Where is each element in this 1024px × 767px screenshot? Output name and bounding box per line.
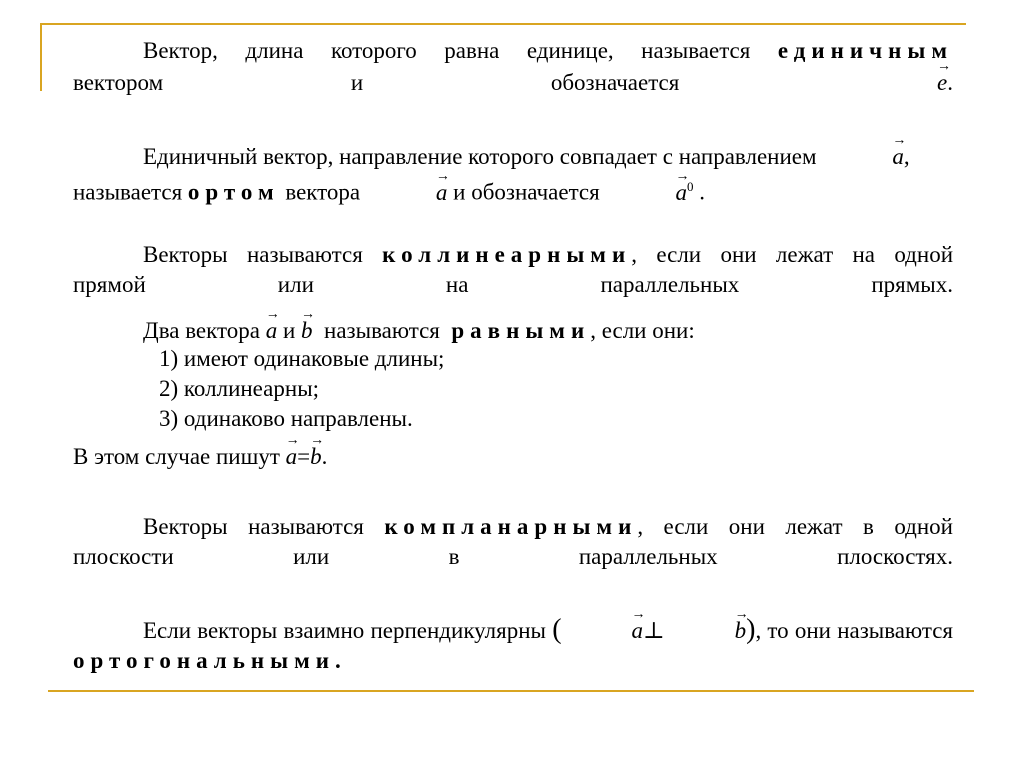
vector-a: → a [892, 133, 907, 169]
definition-unit-vector [73, 36, 953, 98]
vector-letter: a [631, 618, 644, 643]
text: и [282, 318, 296, 343]
punct: . [947, 70, 953, 95]
superscript: 0 [686, 179, 694, 194]
text: Два вектора [143, 318, 260, 343]
bottom-rule [48, 690, 974, 692]
text: Векторы называются [143, 514, 364, 539]
vector-letter: b [310, 444, 322, 469]
term-ort: ортом [187, 179, 280, 205]
punct: . [321, 444, 328, 469]
vector-a: → a [631, 607, 646, 643]
text: В этом случае пишут [73, 444, 280, 469]
vector-a: → a [435, 168, 450, 205]
vector-letter: a [265, 318, 278, 343]
equality-notation [73, 433, 953, 472]
definition-orthogonal [73, 607, 954, 676]
vector-b: → b [734, 607, 749, 643]
vector-letter: b [301, 318, 313, 343]
vector-letter: b [734, 618, 747, 643]
text: прямой или на параллельных прямых. [73, 272, 953, 297]
vector-a: → a [265, 307, 280, 343]
vector-b: → b [310, 433, 325, 469]
text: Если векторы взаимно перпендикулярны [143, 618, 546, 643]
vector-letter: e [937, 70, 948, 95]
vector-b: → b [301, 307, 316, 343]
vector-e: → e [937, 59, 952, 95]
vector-letter: a [892, 144, 904, 169]
equals-sign: = [297, 444, 311, 469]
text: Векторы называются [143, 242, 363, 267]
vector-letter: a [285, 444, 298, 469]
text: называется [73, 179, 183, 205]
definition-equal [73, 307, 953, 346]
term-orthogonal: ортогональными [73, 648, 336, 673]
term-coplanar: компланарными [384, 514, 638, 539]
vector-letter: a [435, 179, 448, 205]
list-item: 2) коллинеарны; [159, 376, 320, 401]
conditions-list [73, 344, 953, 434]
text: Единичный вектор, направление которого совпадает с направлением [143, 144, 817, 169]
definition-coplanar [73, 512, 953, 572]
paren: ( [552, 614, 562, 645]
vector-letter: a [675, 179, 687, 205]
paren: ) [746, 614, 756, 645]
text: плоскости или в параллельных плоскостях. [73, 544, 953, 569]
text: называются [324, 318, 440, 343]
definition-collinear [73, 240, 953, 300]
perpendicular-sign: ⊥ [643, 618, 665, 643]
text: , если они лежат в одной [637, 514, 953, 539]
list-item: 1) имеют одинаковые длины; [159, 346, 445, 371]
vector-a: → a [285, 433, 300, 469]
punct: . [699, 179, 705, 205]
term-collinear: коллинеарными [382, 242, 632, 267]
vector-a0: → a [675, 168, 690, 205]
definition-ort [73, 133, 953, 208]
text: , если они: [590, 318, 695, 343]
text: вектором и обозначается [73, 70, 680, 95]
list-item: 3) одинаково направлены. [159, 406, 413, 431]
term-equal: равными [451, 318, 591, 343]
text: Вектор, длина которого равна единице, называется [143, 38, 751, 63]
punct: . [335, 648, 341, 673]
punct: , [903, 144, 910, 169]
term-unit: единичным [777, 38, 953, 63]
top-rule [40, 23, 966, 25]
text: и обозначается [453, 179, 600, 205]
left-rule [40, 23, 42, 91]
text: вектора [285, 179, 361, 205]
text: , если они лежат на одной [631, 242, 954, 267]
text: , то они называются [755, 618, 954, 643]
